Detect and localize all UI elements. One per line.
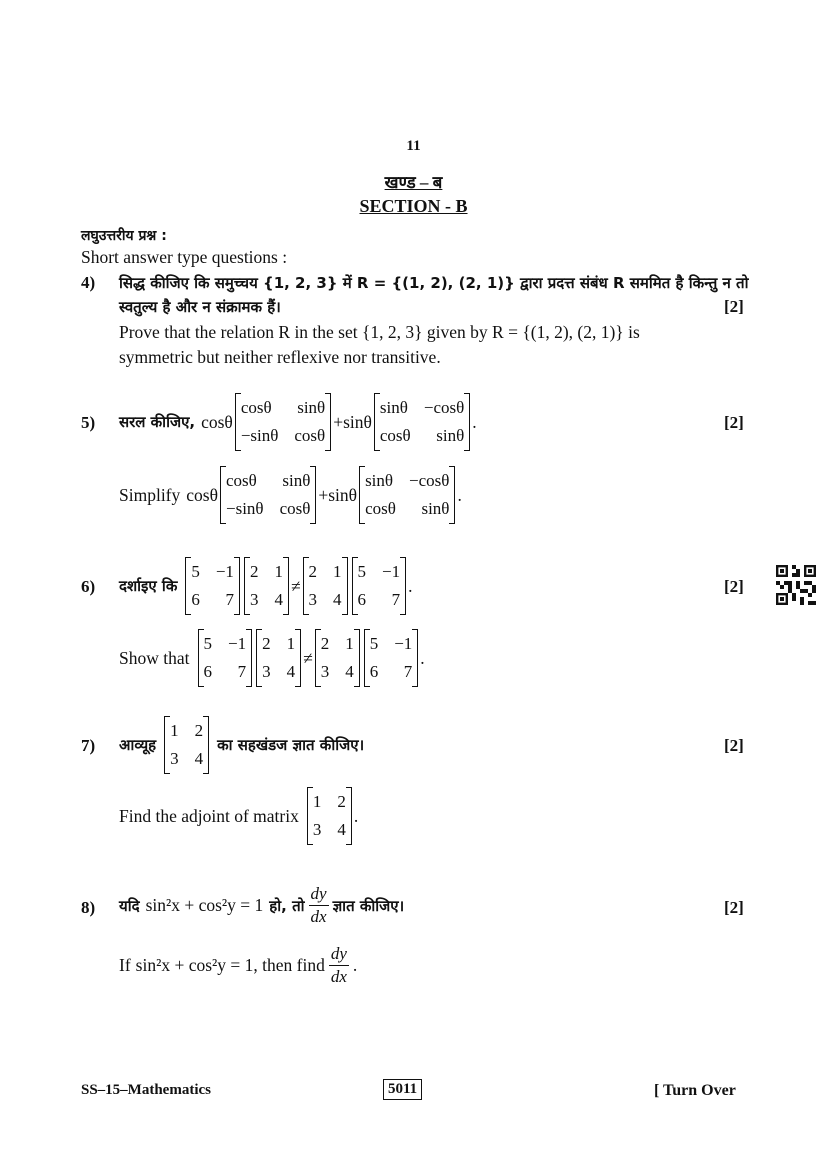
footer-subject-code: SS–15–Mathematics [81, 1082, 211, 1098]
matrix-cell: −1 [382, 562, 401, 581]
matrix-cell: 1 [345, 634, 354, 653]
q6-hindi-expression [119, 557, 413, 615]
q5-plus: + [333, 411, 344, 432]
matrix-cell: −sinθ [240, 426, 279, 445]
q7-hindi-prefix: आव्यूह [119, 736, 157, 754]
q6-not-equal: ≠ [290, 575, 301, 596]
matrix-cell: 4 [337, 820, 346, 839]
q5-coef-cos-en: cosθ [186, 484, 218, 505]
q5-matrix-1-en [220, 466, 316, 524]
q6-matrix-b [244, 557, 289, 615]
footer-paper-code: 5011 [383, 1079, 422, 1100]
matrix-cell: 5 [203, 634, 212, 653]
q4-english-line2: symmetric but neither reflexive nor transitive. [119, 347, 441, 367]
matrix-cell: sinθ [421, 499, 450, 518]
q5-coef-sin-en: sinθ [328, 484, 358, 505]
q7-hindi-expression [119, 716, 364, 774]
q7-matrix [164, 716, 209, 774]
q6-matrix-a-en [198, 629, 253, 687]
matrix-cell: 7 [391, 590, 401, 609]
matrix-cell: 3 [249, 590, 259, 609]
section-title-hindi: खण्ड – ब [384, 173, 443, 192]
matrix-cell: 2 [194, 721, 204, 740]
q8-derivative-en [329, 943, 349, 988]
intro-english: Short answer type questions : [81, 247, 288, 267]
question-number-4: 4) [81, 273, 96, 292]
matrix-cell: cosθ [279, 499, 311, 518]
q5-plus-en: + [318, 484, 329, 505]
q8-period: . [352, 955, 358, 975]
matrix-cell: cosθ [225, 471, 257, 490]
q8-derivative [309, 883, 329, 928]
q5-english-expression [119, 466, 462, 524]
question-number-6: 6) [81, 577, 96, 596]
matrix-cell: 7 [403, 662, 413, 681]
q5-matrix-2 [374, 393, 470, 451]
matrix-cell: 3 [308, 590, 318, 609]
matrix-cell: −cosθ [423, 398, 465, 417]
q6-matrix-a-2 [352, 557, 407, 615]
matrix-cell: 3 [312, 820, 322, 839]
q8-english-mid: , then find [253, 955, 325, 975]
q6-english-prefix: Show that [119, 647, 190, 668]
matrix-cell: −sinθ [225, 499, 264, 518]
matrix-cell: sinθ [297, 398, 326, 417]
q5-hindi-prefix: सरल कीजिए, [119, 413, 196, 431]
matrix-cell: 4 [333, 590, 342, 609]
matrix-cell: 1 [312, 792, 322, 811]
q8-hindi-mid: हो, तो [269, 896, 305, 915]
q6-hindi-prefix: दर्शाइए कि [119, 577, 178, 595]
matrix-cell: 5 [191, 562, 200, 581]
matrix-cell: 2 [308, 562, 318, 581]
q5-matrix-1 [235, 393, 331, 451]
matrix-cell: 7 [225, 590, 234, 609]
q8-english-prefix: If [119, 955, 131, 975]
q8-hindi-suffix: ज्ञात कीजिए। [332, 896, 405, 915]
q7-hindi-suffix: का सहखंडज ज्ञात कीजिए। [217, 736, 365, 754]
matrix-cell: 1 [170, 721, 179, 740]
q8-hindi-expression [119, 883, 404, 928]
matrix-cell: 3 [262, 662, 271, 681]
derivative-numerator: dy [329, 943, 349, 966]
question-number-5: 5) [81, 413, 96, 432]
matrix-cell: 2 [249, 562, 259, 581]
q7-matrix-en [307, 787, 352, 845]
derivative-denominator: dx [330, 967, 347, 986]
derivative-denominator: dx [310, 907, 327, 926]
matrix-cell: 1 [274, 562, 283, 581]
question-number-8: 8) [81, 898, 96, 917]
q4-marks: [2] [724, 297, 744, 316]
q4-hindi-line1: सिद्ध कीजिए कि समुच्चय {1, 2, 3} में R = {(1, 2), (2, 1)} द्वारा प्रदत्त संबंध R सममित है किन्तु न तो [119, 274, 749, 292]
q5-english-prefix: Simplify [119, 484, 181, 505]
footer-turn-over: [ Turn Over [654, 1082, 736, 1099]
q6-matrix-a [185, 557, 240, 615]
q5-matrix-2-en [359, 466, 455, 524]
matrix-cell: 6 [369, 662, 379, 681]
matrix-cell: 3 [170, 749, 179, 768]
matrix-cell: 5 [357, 562, 367, 581]
matrix-cell: −1 [394, 634, 413, 653]
matrix-cell: sinθ [379, 398, 408, 417]
q7-english-expression [119, 787, 358, 845]
matrix-cell: sinθ [436, 426, 465, 445]
q5-coef-sin: sinθ [343, 411, 372, 432]
q6-not-equal-en: ≠ [303, 647, 313, 668]
derivative-numerator: dy [309, 883, 329, 906]
matrix-cell: −1 [215, 562, 234, 581]
q7-period: . [353, 805, 359, 826]
q5-marks: [2] [724, 413, 744, 432]
q5-period-en: . [457, 484, 462, 505]
q7-marks: [2] [724, 736, 744, 755]
matrix-cell: 6 [357, 590, 367, 609]
q6-period: . [408, 575, 413, 596]
q6-matrix-b-en [256, 629, 301, 687]
q6-english-expression [119, 629, 425, 687]
matrix-cell: 1 [333, 562, 342, 581]
matrix-cell: 4 [345, 662, 354, 681]
matrix-cell: sinθ [365, 471, 394, 490]
matrix-cell: 5 [369, 634, 379, 653]
matrix-cell: 2 [320, 634, 330, 653]
matrix-cell: 7 [237, 662, 247, 681]
matrix-cell: cosθ [240, 398, 272, 417]
q7-english-prefix: Find the adjoint of matrix [119, 805, 299, 826]
matrix-cell: cosθ [294, 426, 326, 445]
q5-coef-cos: cosθ [201, 411, 233, 432]
matrix-cell: 1 [286, 634, 296, 653]
qr-code-image [776, 565, 816, 605]
page-number: 11 [406, 138, 421, 154]
matrix-cell: 6 [191, 590, 200, 609]
q8-english-expression [119, 943, 357, 988]
matrix-cell: 6 [203, 662, 212, 681]
q6-matrix-b-2 [303, 557, 348, 615]
q4-hindi-line2: स्वतुल्य है और न संक्रामक हैं। [119, 298, 281, 316]
matrix-cell: 4 [194, 749, 204, 768]
matrix-cell: 4 [274, 590, 283, 609]
matrix-cell: 3 [320, 662, 330, 681]
section-title-english: SECTION - B [359, 196, 468, 216]
matrix-cell: 4 [286, 662, 296, 681]
matrix-cell: cosθ [379, 426, 411, 445]
q6-matrix-b-2-en [315, 629, 360, 687]
q8-equation-en: sin²x + cos²y = 1 [135, 955, 254, 975]
matrix-cell: 2 [337, 792, 346, 811]
matrix-cell: cosθ [365, 499, 396, 518]
q8-equation: sin²x + cos²y = 1 [145, 895, 264, 915]
matrix-cell: −cosθ [409, 471, 450, 490]
matrix-cell: sinθ [282, 471, 311, 490]
q8-hindi-prefix: यदि [119, 896, 140, 915]
question-number-7: 7) [81, 736, 96, 755]
q6-marks: [2] [724, 577, 744, 596]
q6-period-en: . [420, 647, 425, 668]
q4-english-line1: Prove that the relation R in the set {1, 2, 3} given by R = {(1, 2), (2, 1)} is [119, 322, 640, 342]
q8-marks: [2] [724, 898, 744, 917]
q5-hindi-expression [119, 393, 477, 451]
matrix-cell: −1 [228, 634, 247, 653]
matrix-cell: 2 [262, 634, 271, 653]
q5-period: . [472, 411, 477, 432]
intro-hindi: लघुउत्तरीय प्रश्न : [81, 228, 167, 244]
q6-matrix-a-2-en [364, 629, 419, 687]
